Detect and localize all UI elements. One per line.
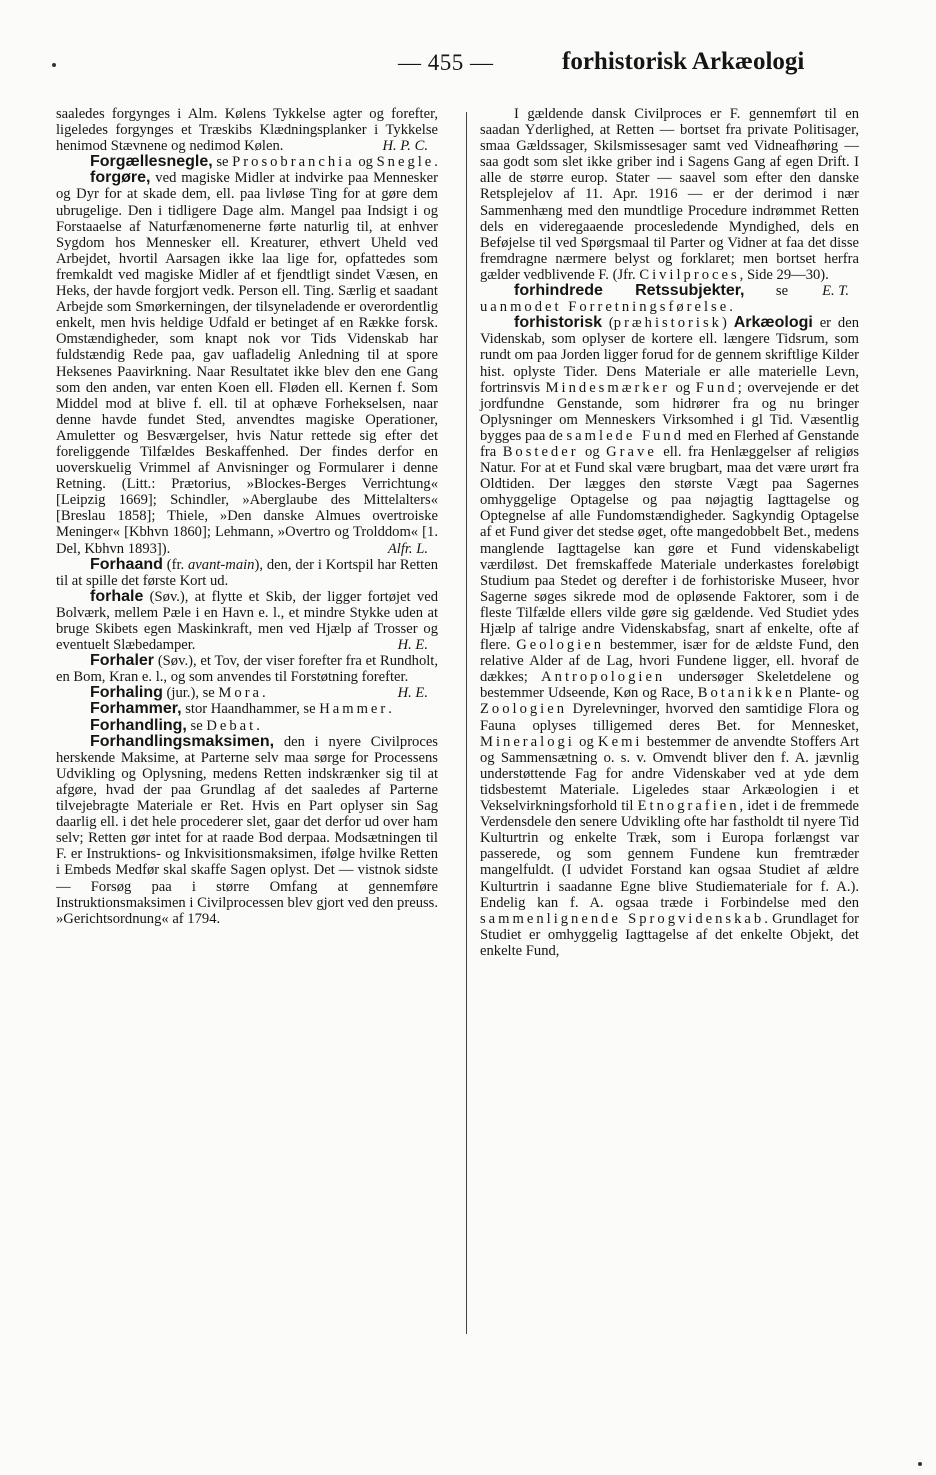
right-column — [480, 106, 859, 959]
cross-reference: Mora — [218, 685, 263, 702]
cross-reference: uanmodet Forretningsførelse — [480, 299, 730, 316]
entry-forhandling: Forhandling, se Debat. — [90, 716, 260, 734]
headword: Forhandlingsmaksimen, — [90, 732, 275, 750]
cross-reference: Civilproces — [639, 266, 740, 283]
entry-forhindrede-retssubjekter: forhindrede Retssubjekter, se uanmodet Forretningsførelse. — [480, 282, 789, 316]
cross-reference: Debat — [206, 717, 257, 734]
entry-forhaling: Forhaling (jur.), se Mora. — [90, 684, 266, 702]
entry-forgaellesnegle: Forgællesnegle, se Prosobranchia og Snegle. — [90, 153, 438, 171]
cross-reference: Prosobranchia — [232, 154, 355, 171]
headword: forhindrede Retssubjekter, — [514, 282, 745, 300]
entry-forhale: forhale (Søv.), at flytte et Skib, der ligger fortøjet ved Bolværk, mellem Pæle i en Havn e. l., et mindre Stykke uden at bruge Skibets egen Maskinkraft, men ved Hjælp af Trosser og eventuelt Slæbedamper. H. E. — [56, 587, 438, 654]
cross-reference: Hammer — [319, 701, 389, 718]
headword: forgøre, — [90, 169, 151, 187]
entry-forhandlingsmaksimen: Forhandlingsmaksimen, den i nyere Civilproces herskende Maksime, at Parterne selv maa sørge for Processens Udvikling og Oplysning, medens Retten indskrænker sig til at afgøre, hvad der paa Grundlag af det saaledes af Parterne tilvejebragte Materiale er Ret. Hvis en Part oplyser sin Sag daarlig ell. i det hele procederer slet, gaar det derfor ud over ham selv; Retten gør intet for at raade Bod derpaa. Modsætningen til F. er Instruktions- og Inkvisitionsmaksimen, ifølge hvilke Retten i Embeds Medfør skal skaffe Sagen oplyst. Det — vistnok sidste — Forsøg paa i større Omfang at gennemføre Instruktionsmaksimen i Civilprocessen blev gjort ved den preuss. »Gerichtsordnung« af 1794. — [56, 732, 438, 927]
running-title: forhistorisk Arkæologi — [562, 48, 805, 75]
headword: Forhammer, — [90, 700, 182, 718]
cross-reference: Snegle — [376, 154, 435, 171]
entry-forgoere: forgøre, ved magiske Midler at indvirke paa Mennesker og Dyr for at skade dem, ell. paa livløse Ting for at gøre dem ubrugelige. Den i tidligere Dage alm. Mangel paa Indsigt i og Forstaaelse af Naturfænomenerne førte naturlig til, at enhver Sygdom hos Mennesker ell. Kreaturer, ethvert Uheld ved Arbejdet, hvortil Aarsagen ikke laa lige for, opfattedes som fremkaldt ved magiske Midler af et fjendtligt sindet Væsen, en Heks, der havde forgjort vedk. Person ell. Ting. Særlig et saadant Arbejde som Smørkerningen, der tilsyneladende er overordentlig enkelt, men hvis heldige Udfald er betinget af en Række forsk. Omstændigheder, som knapt nok vor Tids Videnskab har fuldstændig Rede paa, gav uafladelig Anledning til at spore Heksenes Paavirkning. Naar Resultatet ikke blev den ene Gang som den anden, var enten Koen ell. Fløden ell. Kernen f. Som Middel mod at blive f. ell. til at ophæve Forhekselsen, naar denne havde fundet Sted, anvendtes magiske Operationer, Amuletter og Besværgelser, hvis Natur rettede sig efter det foreliggende Tilfældes Beskaffenhed. Der findes derfor en uoverskuelig Vrimmel af Anvisninger og Formularer i denne Retning. (Litt.: Prætorius, »Blockes-Berges Verrichtung« [Leipzig 1669]; Schindler, »Aberglaube des Mittelalters« [Breslau 1858]; Thiele, »Den danske Almues overtroiske Meninger« [Kbhvn 1860]; Lehmann, »Overtro og Trolddom« [1. Del, Kbhvn 1893]). Alfr. L. — [56, 169, 438, 557]
headword: Forhaling — [90, 684, 163, 702]
entry-continuation: I gældende dansk Civilproces er F. gennemført til en saadan Yderlighed, at Retten — bortset fra private Politisager, smaa Gældssager, Skilsmissesager samt ved Vidneafhøring — saa godt som slet ikke griber ind i Sagens Gang af egen Drift. I alle de større europ. Stater — saavel som efter den danske Retsplejelov af 11. Apr. 1916 — er der derimod i nær Sammenhæng med den mundtlige Procedure indrømmet Retten dels en videregaaende procesledende Myndighed, dels en Beføjelse til ved Spørgsmaal til Parter og Vidner at faa det disse fremdragne nærmere belyst og forklaret; men bortset herfra gælder vedblivende F. (Jfr. Civilproces, Side 29—30). E. T. — [480, 106, 859, 300]
margin-dot — [918, 1462, 922, 1466]
column-divider — [466, 112, 467, 1334]
headword: forhistorisk — [514, 314, 603, 332]
headword: Forgællesnegle, — [90, 153, 213, 171]
headword: Forhaler — [90, 652, 155, 670]
entry-forhaand: Forhaand (fr. avant-main), den, der i Kortspil har Retten til at spille det første Kort ud. — [56, 555, 438, 589]
headword: Forhaand — [90, 555, 163, 573]
page-number: — 455 — — [398, 50, 494, 75]
headword: Arkæologi — [733, 314, 813, 332]
page-header — [0, 46, 936, 82]
entry-forhaler: Forhaler (Søv.), et Tov, der viser forefter fra et Rundholt, en Bom, Kran e. l., og som anvendes til Forstøtning forefter. H. E. — [56, 652, 438, 702]
entry-forhammer: Forhammer, stor Haandhammer, se Hammer. — [90, 700, 392, 718]
margin-dot — [52, 63, 56, 67]
left-column — [56, 106, 438, 927]
entry-forhistorisk-arkaeologi: forhistorisk (præhistorisk) Arkæologi er den Videnskab, som oplyser de kortere ell. længere Tidsrum, som rundt om paa Jorden ligger forud for de gennem skriftlige Kilder hist. oplyste Tider. Dens Materiale er alle materielle Levn, fortrinsvis Mindesmærker og Fund; overvejende er det jordfundne Genstande, som hidrører fra og nu bringer Oplysninger om Menneskers Virksomhed i gl Tid. Væsentlig bygges paa de samlede Fund med en Flerhed af Genstande fra Bosteder og Grave ell. fra Henlæggelser af religiøs Natur. For at et Fund skal være brugbart, maa det være urørt fra Oldtiden. Der lægges den største Vægt paa Sagernes omhyggelige Optagelse og paa nøjagtig Iagttagelse og Optegnelse af alle Fundomstændigheder. Sagkyndig Optagelse af et Fund giver det stedse øget, ofte mangedobbelt Bet., medens manglende Iagttagelse kan gøre et Fund videnskabeligt værdiløst. Det fremskaffede Materiale underkastes foreløbigt Studium paa Stedet og derefter i de forhistoriske Museer, hvor Sagerne søges sikrede mod de opløsende Faktorer, som i de fleste Tilfælde ellers vilde gøre sig gældende. Ved Studiet ydes Hjælp af talrige andre Videnskabsfag, snart af enkelte, ofte af flere. Geologien bestemmer, især for de ældste Fund, den relative Alder af de Lag, hvori Fundene ligger, ell. hvoraf de dækkes; Antropologien undersøger Skeletdelene og bestemmer Udseende, Køn og Race, Botanikken Plante- og Zoologien Dyrelevninger, hvorved den samtidige Flora og Fauna oplyses tilligemed deres Bet. for Mennesket, Mineralogi og Kemi bestemmer de anvendte Stoffers Art og Sammensætning o. s. v. Omvendt bliver den f. A. jævnlig understøttende Fag for andre Videnskaber ved at yde dem tidsbestemt Materiale. Ligeledes staar Arkæologien i et Vekselvirkningsforhold til Etnografien, idet i de fremmede Verdensdele den senere Udvikling ofte har fastholdt til nyere Tid Kulturtrin og enkelte Træk, som i Europa forlængst var passerede, og som gennem Fundene kun fremtræder mangelfuldt. (I udvidet Forstand kan ogsaa Studiet af ældre Kulturtrin i saadanne Egne blive Studiemateriale for f. A.). Endelig kan f. A. ogsaa træde i Forbindelse med den sammenlignende Sprogvidenskab. Grundlaget for Studiet er omhyggelig Iagttagelse af det enkelte Objekt, det enkelte Fund, — [480, 314, 860, 959]
headword: Forhandling, — [90, 716, 187, 734]
headword: forhale — [90, 587, 144, 605]
entry-continuation: saaledes forgynges i Alm. Kølens Tykkelse agter og forefter, ligeledes forgynges et Træskibs Klædningsplanker i Tykkelse henimod Stævnene og nedimod Kølen. H. P. C. — [56, 106, 438, 155]
